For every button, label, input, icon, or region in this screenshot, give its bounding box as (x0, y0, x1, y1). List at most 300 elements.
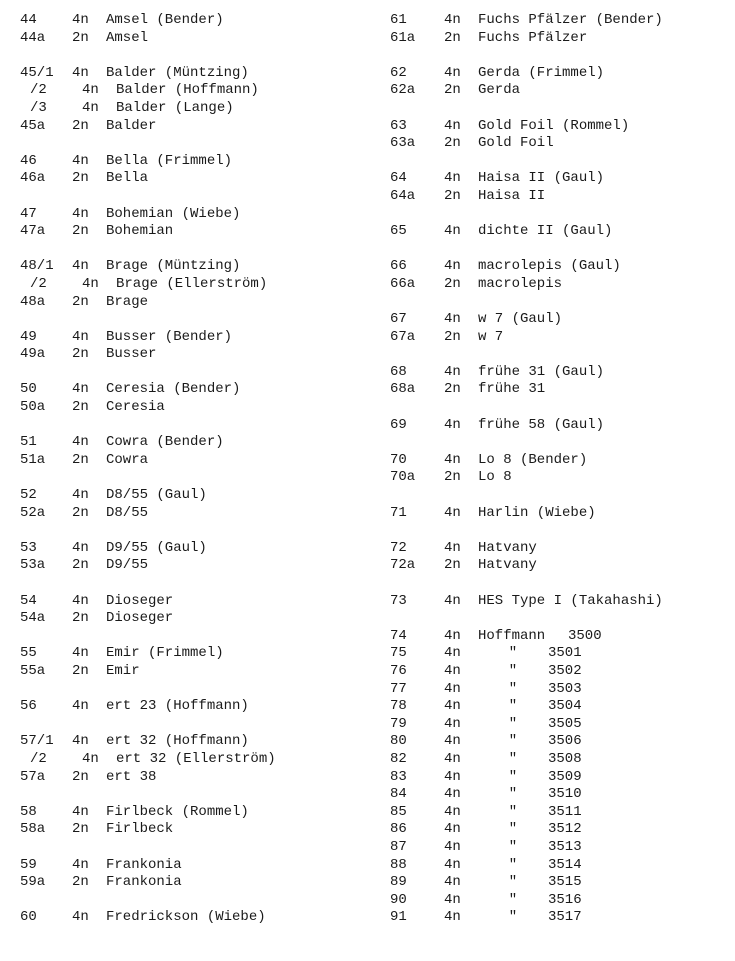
entry-ploidy: 4n (444, 838, 461, 855)
entry-number: 54a (20, 610, 46, 627)
entry-number: /2 (30, 82, 47, 99)
entry-name: Bohemian (106, 223, 174, 240)
list-item (390, 857, 730, 875)
list-item (390, 505, 730, 523)
entry-number: 79 (390, 715, 407, 732)
entry-ploidy: 4n (444, 64, 461, 81)
entry-ploidy: 4n (72, 328, 89, 345)
entry-name: D9/55 (106, 557, 149, 574)
entry-name: Dioseger (106, 610, 174, 627)
entry-name: Fuchs Pfälzer (Bender) (478, 12, 663, 28)
list-item (20, 751, 370, 769)
entry-number: 88 (390, 856, 407, 873)
entry-name: frühe 31 (478, 381, 546, 398)
entry-number: 50 (20, 381, 37, 398)
entry-ploidy: 2n (72, 293, 89, 310)
entry-ploidy: 2n (72, 821, 89, 838)
entry-number: 78 (390, 698, 407, 715)
entry-number: 85 (390, 803, 407, 820)
list-item (390, 716, 730, 734)
entry-ploidy: 4n (444, 451, 461, 468)
entry-number: 77 (390, 680, 407, 697)
entry-ploidy: 2n (72, 223, 89, 240)
entry-group (20, 857, 370, 892)
entry-number: 67a (390, 328, 416, 345)
entry-ploidy: 4n (444, 715, 461, 732)
entry-ploidy: 4n (444, 856, 461, 873)
list-item (20, 733, 370, 751)
ditto-mark: " (508, 750, 518, 767)
list-item (390, 821, 730, 839)
entry-number: 84 (390, 786, 407, 803)
entry-name: Busser (Bender) (106, 328, 233, 345)
entry-ploidy: 2n (444, 135, 461, 152)
entry-ploidy: 2n (444, 557, 461, 574)
entry-group (20, 593, 370, 628)
entry-code: 3515 (548, 874, 582, 891)
entry-code: 3516 (548, 891, 582, 908)
entry-name: Bella (Frimmel) (106, 152, 233, 169)
list-item (20, 30, 370, 48)
list-item (20, 821, 370, 839)
entry-group (390, 118, 730, 153)
entry-name: Fuchs Pfälzer (478, 29, 588, 46)
list-item (390, 892, 730, 910)
entry-group (20, 153, 370, 188)
entry-number: 45/1 (20, 64, 54, 81)
ditto-mark: " (508, 874, 518, 891)
entry-ploidy: 2n (444, 82, 461, 99)
entry-number: 75 (390, 645, 407, 662)
entry-group (20, 487, 370, 522)
entry-number: 53a (20, 557, 46, 574)
entry-group (390, 364, 730, 399)
list-item (20, 769, 370, 787)
entry-number: 57/1 (20, 733, 54, 750)
list-item (20, 346, 370, 364)
list-item (20, 874, 370, 892)
entry-name: D8/55 (Gaul) (106, 487, 207, 504)
entry-code: 3503 (548, 680, 582, 697)
entry-code: 3511 (548, 803, 582, 820)
list-item (20, 276, 370, 294)
list-item (390, 698, 730, 716)
ditto-mark: " (508, 909, 518, 926)
list-item (390, 839, 730, 857)
ditto-mark: " (508, 698, 518, 715)
entry-number: 52a (20, 504, 46, 521)
entry-name: Ceresia (106, 399, 165, 416)
entry-number: 49a (20, 346, 46, 363)
entry-group (390, 593, 730, 611)
entry-name: Firlbeck (Rommel) (106, 803, 249, 820)
entry-number: 90 (390, 891, 407, 908)
list-item (20, 452, 370, 470)
entry-name: frühe 58 (Gaul) (478, 416, 605, 433)
entry-name: Hatvany (478, 539, 537, 556)
entry-ploidy: 4n (444, 803, 461, 820)
entry-name: Fredrickson (Wiebe) (106, 909, 266, 926)
entry-ploidy: 4n (72, 592, 89, 609)
entry-code: 3517 (548, 909, 582, 926)
list-item (390, 276, 730, 294)
ditto-mark: " (508, 838, 518, 855)
list-item (390, 469, 730, 487)
entry-number: 59 (20, 856, 37, 873)
entry-name: ert 38 (106, 768, 157, 785)
entry-number: 55 (20, 645, 37, 662)
list-item (20, 804, 370, 822)
entry-ploidy: 4n (72, 12, 89, 28)
entry-number: 47 (20, 205, 37, 222)
entry-number: 65 (390, 223, 407, 240)
entry-ploidy: 4n (72, 803, 89, 820)
entry-number: /2 (30, 750, 47, 767)
ditto-mark: " (508, 821, 518, 838)
entry-name: dichte II (Gaul) (478, 223, 613, 240)
ditto-mark: " (508, 856, 518, 873)
entry-number: 72 (390, 539, 407, 556)
entry-number: 52 (20, 487, 37, 504)
list-item (20, 434, 370, 452)
entry-code: 3500 (568, 627, 602, 644)
entry-ploidy: 2n (444, 328, 461, 345)
entry-name: Brage (Ellerström) (116, 275, 268, 292)
entry-number: 63a (390, 135, 416, 152)
entry-name: ert 23 (Hoffmann) (106, 698, 249, 715)
entry-number: 60 (20, 909, 37, 926)
left-column (20, 12, 370, 944)
list-item (20, 381, 370, 399)
entry-group (20, 434, 370, 469)
right-entry-groups (390, 12, 730, 610)
entry-number: 61 (390, 12, 407, 28)
entry-ploidy: 4n (444, 891, 461, 908)
entry-ploidy: 2n (72, 117, 89, 134)
entry-ploidy: 4n (72, 258, 89, 275)
entry-ploidy: 2n (444, 469, 461, 486)
entry-name: Balder (Müntzing) (106, 64, 249, 81)
list-item (20, 540, 370, 558)
list-item (390, 311, 730, 329)
entry-name: frühe 31 (Gaul) (478, 363, 605, 380)
entry-ploidy: 4n (82, 82, 99, 99)
list-item (390, 769, 730, 787)
entry-code: 3506 (548, 733, 582, 750)
entry-name: Frankonia (106, 874, 182, 891)
entry-ploidy: 4n (444, 311, 461, 328)
entry-code: 3505 (548, 715, 582, 732)
entry-ploidy: 4n (72, 539, 89, 556)
entry-ploidy: 2n (444, 187, 461, 204)
entry-name: w 7 (Gaul) (478, 311, 563, 328)
entry-code: 3513 (548, 838, 582, 855)
entry-group (20, 65, 370, 135)
entry-ploidy: 4n (444, 627, 461, 644)
entry-code: 3508 (548, 750, 582, 767)
entry-ploidy: 4n (72, 698, 89, 715)
entry-name: Balder (Lange) (116, 99, 234, 116)
list-item (20, 593, 370, 611)
entry-name: Balder (Hoffmann) (116, 82, 259, 99)
entry-number: 48a (20, 293, 46, 310)
entry-group (390, 12, 730, 47)
list-item (390, 540, 730, 558)
list-item (20, 82, 370, 100)
entry-number: 57a (20, 768, 46, 785)
entry-group (20, 540, 370, 575)
entry-name: Gerda (478, 82, 521, 99)
entry-ploidy: 4n (444, 504, 461, 521)
entry-number: 63 (390, 117, 407, 134)
entry-name: ert 32 (Ellerström) (116, 750, 276, 767)
entry-name: Gold Foil (Rommel) (478, 117, 630, 134)
entry-number: 56 (20, 698, 37, 715)
entry-ploidy: 4n (72, 152, 89, 169)
entry-group (20, 258, 370, 311)
list-item (390, 258, 730, 276)
list-item (390, 381, 730, 399)
list-item (390, 135, 730, 153)
entry-number: 74 (390, 627, 407, 644)
entry-number: 44 (20, 12, 37, 28)
entry-number: 89 (390, 874, 407, 891)
entry-group (390, 170, 730, 205)
entry-name: D8/55 (106, 504, 149, 521)
entry-code: 3509 (548, 768, 582, 785)
entry-number: 46a (20, 170, 46, 187)
list-item (390, 82, 730, 100)
list-item (390, 874, 730, 892)
list-item (20, 487, 370, 505)
entry-ploidy: 4n (72, 487, 89, 504)
list-item (390, 170, 730, 188)
entry-number: 80 (390, 733, 407, 750)
entry-name: Amsel (Bender) (106, 12, 224, 28)
list-item (20, 100, 370, 118)
list-item (390, 681, 730, 699)
list-item (20, 557, 370, 575)
entry-number: 76 (390, 662, 407, 679)
entry-ploidy: 4n (444, 363, 461, 380)
entry-ploidy: 2n (444, 29, 461, 46)
entry-ploidy: 4n (72, 733, 89, 750)
list-item (20, 12, 370, 30)
entry-ploidy: 4n (444, 874, 461, 891)
entry-number: 58 (20, 803, 37, 820)
entry-ploidy: 4n (72, 64, 89, 81)
list-item (390, 593, 730, 611)
entry-name: macrolepis (Gaul) (478, 258, 621, 275)
entry-number: 82 (390, 750, 407, 767)
entry-code: 3502 (548, 662, 582, 679)
entry-ploidy: 4n (72, 856, 89, 873)
list-item (390, 452, 730, 470)
list-item (20, 610, 370, 628)
list-item (20, 294, 370, 312)
entry-ploidy: 4n (444, 12, 461, 28)
right-column (390, 12, 730, 927)
entry-number: 73 (390, 592, 407, 609)
entry-number: /3 (30, 99, 47, 116)
entry-number: 46 (20, 152, 37, 169)
entry-ploidy: 2n (72, 662, 89, 679)
entry-number: 50a (20, 399, 46, 416)
list-item (390, 188, 730, 206)
list-item (390, 223, 730, 241)
entry-code: 3504 (548, 698, 582, 715)
list-item (390, 804, 730, 822)
entry-number: 61a (390, 29, 416, 46)
entry-name: Dioseger (106, 592, 174, 609)
entry-name: Emir (106, 662, 140, 679)
entry-ploidy: 2n (72, 768, 89, 785)
entry-group (20, 804, 370, 839)
entry-group (20, 381, 370, 416)
entry-ploidy: 4n (444, 909, 461, 926)
entry-name: HES Type I (Takahashi) (478, 592, 663, 609)
hoffmann-series (390, 628, 730, 927)
entry-group (20, 645, 370, 680)
entry-name: Bella (106, 170, 149, 187)
entry-ploidy: 4n (444, 662, 461, 679)
list-item (390, 417, 730, 435)
list-item (20, 118, 370, 136)
entry-number: 66a (390, 275, 416, 292)
entry-code: 3512 (548, 821, 582, 838)
entry-ploidy: 2n (72, 399, 89, 416)
entry-group (20, 206, 370, 241)
entry-number: 72a (390, 557, 416, 574)
entry-name: Brage (Müntzing) (106, 258, 241, 275)
entry-number: 83 (390, 768, 407, 785)
entry-group (20, 698, 370, 716)
entry-name: w 7 (478, 328, 504, 345)
ditto-mark: " (508, 733, 518, 750)
entry-number: 55a (20, 662, 46, 679)
entry-ploidy: 2n (72, 170, 89, 187)
entry-ploidy: 4n (444, 786, 461, 803)
entry-ploidy: 2n (444, 381, 461, 398)
entry-number: 62 (390, 64, 407, 81)
entry-group (390, 65, 730, 100)
entry-name: Hoffmann (478, 627, 546, 644)
entry-ploidy: 4n (72, 645, 89, 662)
entry-group (390, 452, 730, 487)
entry-ploidy: 4n (72, 434, 89, 451)
entry-code: 3501 (548, 645, 582, 662)
entry-name: Ceresia (Bender) (106, 381, 241, 398)
ditto-mark: " (508, 645, 518, 662)
entry-group (390, 505, 730, 523)
entry-number: 62a (390, 82, 416, 99)
ditto-mark: " (508, 786, 518, 803)
entry-number: 86 (390, 821, 407, 838)
entry-ploidy: 2n (444, 275, 461, 292)
entry-name: Busser (106, 346, 157, 363)
list-item (390, 30, 730, 48)
entry-name: Cowra (Bender) (106, 434, 224, 451)
list-item (20, 153, 370, 171)
list-item (20, 206, 370, 224)
entry-number: 47a (20, 223, 46, 240)
list-item (390, 118, 730, 136)
entry-ploidy: 2n (72, 346, 89, 363)
entry-group (390, 258, 730, 293)
list-item (390, 628, 730, 646)
entry-code: 3514 (548, 856, 582, 873)
entry-number: 45a (20, 117, 46, 134)
entry-group (390, 540, 730, 575)
entry-name: Amsel (106, 29, 149, 46)
entry-name: Haisa II (Gaul) (478, 170, 605, 187)
entry-name: Frankonia (106, 856, 182, 873)
list-item (20, 857, 370, 875)
entry-number: /2 (30, 275, 47, 292)
entry-code: 3510 (548, 786, 582, 803)
entry-name: Gold Foil (478, 135, 554, 152)
entry-name: Haisa II (478, 187, 546, 204)
entry-ploidy: 2n (72, 504, 89, 521)
list-item (390, 663, 730, 681)
entry-group (390, 223, 730, 241)
entry-group (390, 417, 730, 435)
entry-name: Harlin (Wiebe) (478, 504, 596, 521)
entry-ploidy: 2n (72, 557, 89, 574)
entry-number: 68a (390, 381, 416, 398)
entry-name: Emir (Frimmel) (106, 645, 224, 662)
list-item (390, 786, 730, 804)
entry-number: 59a (20, 874, 46, 891)
list-item (20, 399, 370, 417)
entry-name: Gerda (Frimmel) (478, 64, 605, 81)
entry-number: 70 (390, 451, 407, 468)
list-item (390, 751, 730, 769)
entry-ploidy: 4n (444, 768, 461, 785)
entry-name: macrolepis (478, 275, 563, 292)
list-item (20, 223, 370, 241)
entry-ploidy: 4n (444, 733, 461, 750)
entry-group (20, 329, 370, 364)
entry-number: 51 (20, 434, 37, 451)
entry-ploidy: 2n (72, 29, 89, 46)
entry-ploidy: 4n (82, 275, 99, 292)
entry-ploidy: 4n (444, 645, 461, 662)
list-item (390, 65, 730, 83)
entry-number: 69 (390, 416, 407, 433)
entry-number: 71 (390, 504, 407, 521)
entry-number: 91 (390, 909, 407, 926)
entry-number: 54 (20, 592, 37, 609)
entry-name: Lo 8 (478, 469, 512, 486)
entry-group (20, 12, 370, 47)
entry-ploidy: 4n (444, 821, 461, 838)
list-item (390, 12, 730, 30)
entry-number: 70a (390, 469, 416, 486)
ditto-mark: " (508, 680, 518, 697)
list-item (390, 329, 730, 347)
entry-name: D9/55 (Gaul) (106, 539, 207, 556)
entry-number: 49 (20, 328, 37, 345)
entry-ploidy: 4n (72, 381, 89, 398)
list-item (20, 65, 370, 83)
entry-ploidy: 2n (72, 610, 89, 627)
entry-name: Hatvany (478, 557, 537, 574)
entry-group (390, 311, 730, 346)
entry-number: 51a (20, 451, 46, 468)
ditto-mark: " (508, 715, 518, 732)
entry-name: Balder (106, 117, 157, 134)
